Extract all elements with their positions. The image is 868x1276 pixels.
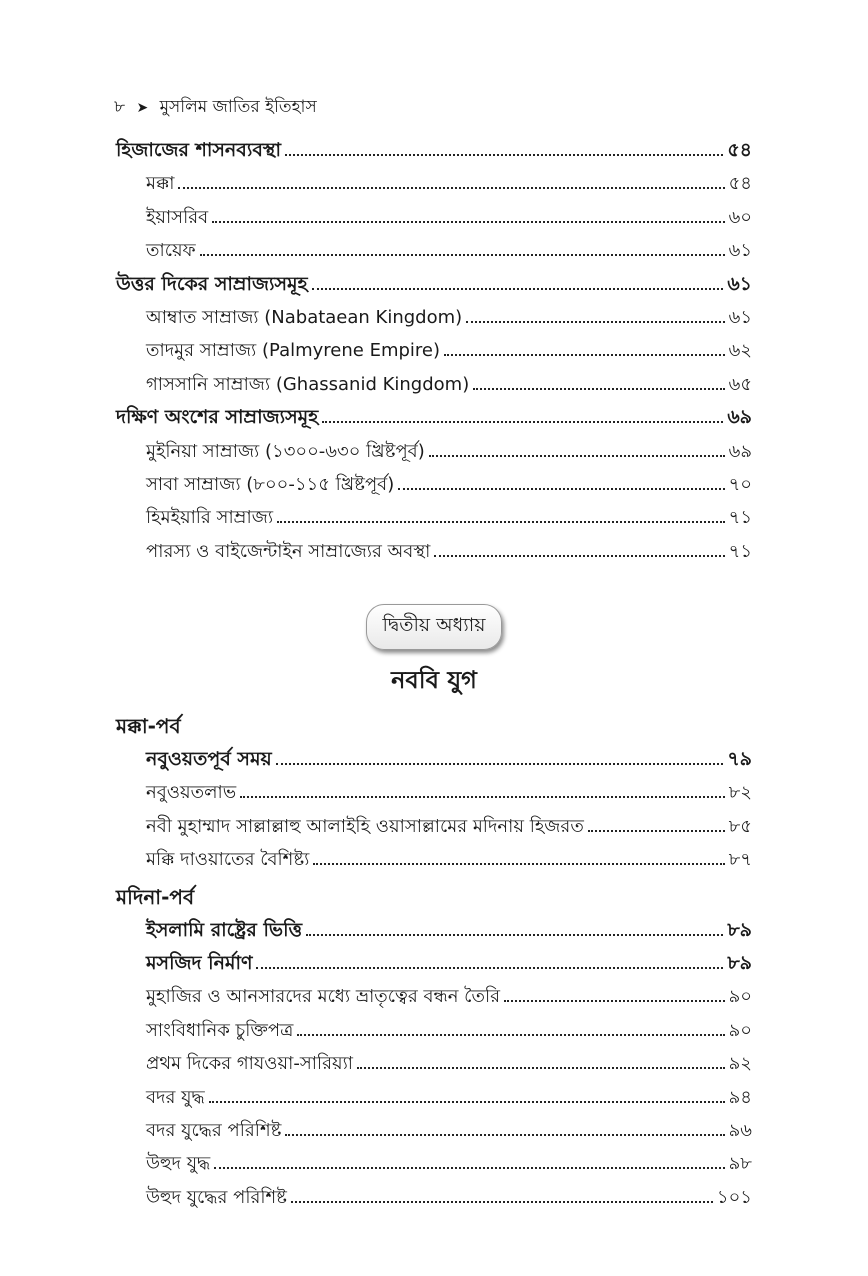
leader-dots bbox=[276, 763, 724, 765]
toc-entry-page: ৯০ bbox=[728, 1019, 752, 1041]
toc-entry-title: বদর যুদ্ধের পরিশিষ্ট bbox=[146, 1119, 282, 1141]
toc-entry[interactable] bbox=[116, 537, 752, 570]
toc-entry[interactable] bbox=[116, 1183, 752, 1216]
toc-entry-title: হিমইয়ারি সাম্রাজ্য bbox=[146, 507, 274, 529]
toc-entry-page: ৯৪ bbox=[728, 1086, 752, 1108]
toc-entry[interactable] bbox=[116, 1016, 752, 1049]
toc-entry[interactable] bbox=[116, 336, 752, 369]
toc-entry-page: ৬২ bbox=[728, 340, 752, 362]
toc-entry[interactable] bbox=[116, 236, 752, 269]
toc-entry[interactable] bbox=[116, 370, 752, 403]
toc-entry-page: ৬৯ bbox=[727, 406, 752, 429]
toc-entry-title: সাবা সাম্রাজ্য (৮০০-১১৫ খ্রিষ্টপূর্ব) bbox=[146, 473, 395, 495]
toc-entry-page: ৬১ bbox=[728, 306, 752, 328]
toc-entry-page: ৯৮ bbox=[728, 1153, 752, 1175]
toc-entry-page: ৮৭ bbox=[728, 849, 752, 871]
toc-part-1 bbox=[116, 136, 752, 570]
toc-entry-title: আম্বাত সাম্রাজ্য (Nabataean Kingdom) bbox=[146, 306, 463, 328]
leader-dots bbox=[277, 521, 725, 523]
toc-entry-title: মসজিদ নির্মাণ bbox=[146, 951, 253, 974]
running-head bbox=[114, 94, 317, 122]
toc-entry[interactable] bbox=[116, 437, 752, 470]
leader-dots bbox=[214, 1167, 724, 1169]
section-heading-medina: মদিনা-পর্ব bbox=[116, 884, 195, 909]
toc-entry[interactable] bbox=[116, 1049, 752, 1082]
toc-entry-page: ৯০ bbox=[728, 986, 752, 1008]
toc-entry-page: ৮২ bbox=[728, 782, 752, 804]
leader-dots bbox=[285, 154, 723, 156]
leader-dots bbox=[178, 187, 724, 189]
toc-entry-page: ৭৯ bbox=[727, 748, 752, 770]
leader-dots bbox=[291, 1201, 713, 1203]
leader-dots bbox=[313, 863, 724, 865]
toc-entry-title: উহুদ যুদ্ধ bbox=[146, 1153, 211, 1175]
leader-dots bbox=[473, 388, 724, 390]
chapter-label: দ্বিতীয় অধ্যায় bbox=[366, 604, 503, 650]
leader-dots bbox=[588, 830, 725, 832]
toc-entry-page: ৬১ bbox=[728, 240, 752, 262]
toc-entry[interactable] bbox=[116, 1116, 752, 1149]
leader-dots bbox=[504, 1000, 725, 1002]
leader-dots bbox=[256, 967, 723, 969]
toc-entry-page: ৯২ bbox=[728, 1053, 752, 1075]
leader-dots bbox=[212, 221, 724, 223]
leader-dots bbox=[285, 1134, 724, 1136]
toc-entry-title: তায়েফ bbox=[146, 240, 196, 262]
toc-entry[interactable] bbox=[116, 916, 752, 949]
leader-dots bbox=[398, 488, 724, 490]
chapter-title: নববি যুগ bbox=[391, 666, 477, 694]
toc-entry[interactable] bbox=[116, 812, 752, 845]
toc-entry-title: পারস্য ও বাইজেন্টাইন সাম্রাজ্যের অবস্থা bbox=[146, 540, 431, 562]
toc-entry[interactable] bbox=[116, 303, 752, 336]
toc-entry[interactable] bbox=[116, 403, 752, 436]
toc-entry-title: দক্ষিণ অংশের সাম্রাজ্যসমূহ bbox=[116, 406, 319, 429]
toc-entry-title: নবুওয়তপূর্ব সময় bbox=[146, 748, 272, 770]
toc-entry-title: মক্কি দাওয়াতের বৈশিষ্ট্য bbox=[146, 849, 310, 871]
toc-entry-page: ৬৫ bbox=[728, 373, 752, 395]
leader-dots bbox=[240, 796, 724, 798]
leader-dots bbox=[466, 321, 724, 323]
arrow-icon: ➤ bbox=[136, 100, 149, 116]
toc-entry-title: মুইনিয়া সাম্রাজ্য (১৩০০-৬৩০ খ্রিষ্টপূর্ব) bbox=[146, 440, 425, 462]
toc-entry-title: ইসলামি রাষ্ট্রের ভিত্তি bbox=[146, 918, 303, 941]
book-title: মুসলিম জাতির ইতিহাস bbox=[159, 97, 317, 117]
toc-entry[interactable] bbox=[116, 503, 752, 536]
toc-entry-title: বদর যুদ্ধ bbox=[146, 1086, 205, 1108]
toc-entry[interactable] bbox=[116, 949, 752, 982]
chapter-label-wrap bbox=[0, 604, 868, 650]
section-heading-mecca: মক্কা-পর্ব bbox=[116, 714, 181, 738]
toc-entry-title: হিজাজের শাসনব্যবস্থা bbox=[116, 139, 282, 161]
toc-entry-page: ৭১ bbox=[728, 540, 752, 562]
toc-entry[interactable] bbox=[116, 982, 752, 1015]
leader-dots bbox=[306, 934, 723, 936]
toc-entry-page: ৬১ bbox=[727, 272, 752, 295]
toc-entry-page: ৬৯ bbox=[728, 440, 752, 462]
leader-dots bbox=[357, 1067, 725, 1069]
leader-dots bbox=[434, 555, 724, 557]
toc-entry-page: ৯৬ bbox=[728, 1119, 752, 1141]
leader-dots bbox=[200, 254, 725, 256]
toc-entry-page: ৮৯ bbox=[727, 918, 752, 941]
toc-entry-page: ৮৫ bbox=[728, 815, 752, 837]
toc-entry[interactable] bbox=[116, 203, 752, 236]
toc-entry-title: সাংবিধানিক চুক্তিপত্র bbox=[146, 1019, 294, 1041]
leader-dots bbox=[444, 354, 725, 356]
toc-part-2 bbox=[116, 708, 752, 1216]
toc-entry-page: ৭১ bbox=[728, 507, 752, 529]
toc-entry[interactable] bbox=[116, 778, 752, 811]
toc-entry-page: ৬০ bbox=[728, 206, 752, 228]
toc-entry-title: তাদমুর সাম্রাজ্য (Palmyrene Empire) bbox=[146, 340, 441, 362]
toc-entry[interactable] bbox=[116, 470, 752, 503]
toc-entry-title: গাসসানি সাম্রাজ্য (Ghassanid Kingdom) bbox=[146, 373, 470, 395]
toc-entry-page: ৫৪ bbox=[727, 139, 752, 161]
leader-dots bbox=[297, 1034, 724, 1036]
leader-dots bbox=[209, 1101, 725, 1103]
page-number: ৮ bbox=[114, 97, 126, 117]
toc-entry-page: ৫৪ bbox=[728, 173, 752, 195]
toc-entry[interactable] bbox=[116, 1149, 752, 1182]
toc-entry[interactable] bbox=[116, 169, 752, 202]
toc-entry[interactable] bbox=[116, 270, 752, 303]
toc-entry-title: নবুওয়তলাভ bbox=[146, 782, 237, 804]
toc-entry-title: উহুদ যুদ্ধের পরিশিষ্ট bbox=[146, 1186, 287, 1208]
toc-entry-page: ৮৯ bbox=[727, 951, 752, 974]
leader-dots bbox=[312, 288, 724, 290]
toc-entry-title: উত্তর দিকের সাম্রাজ্যসমূহ bbox=[116, 272, 308, 295]
leader-dots bbox=[429, 455, 725, 457]
toc-entry-title: মুহাজির ও আনসারদের মধ্যে ভ্রাতৃত্বের বন্ধন তৈরি bbox=[146, 986, 501, 1008]
toc-entry[interactable] bbox=[116, 136, 752, 169]
toc-entry-title: ইয়াসরিব bbox=[146, 206, 209, 228]
toc-entry-title: প্রথম দিকের গাযওয়া-সারিয়্যা bbox=[146, 1053, 354, 1075]
toc-entry[interactable] bbox=[116, 845, 752, 878]
toc-entry-page: ১০১ bbox=[716, 1186, 752, 1208]
toc-entry[interactable] bbox=[116, 745, 752, 778]
toc-entry-title: নবী মুহাম্মাদ সাল্লাল্লাহু আলাইহি ওয়াসাল্লামের মদিনায় হিজরত bbox=[146, 815, 584, 837]
toc-entry[interactable] bbox=[116, 1083, 752, 1116]
leader-dots bbox=[322, 421, 723, 423]
toc-entry-page: ৭০ bbox=[728, 473, 752, 495]
toc-entry-title: মক্কা bbox=[146, 173, 175, 195]
